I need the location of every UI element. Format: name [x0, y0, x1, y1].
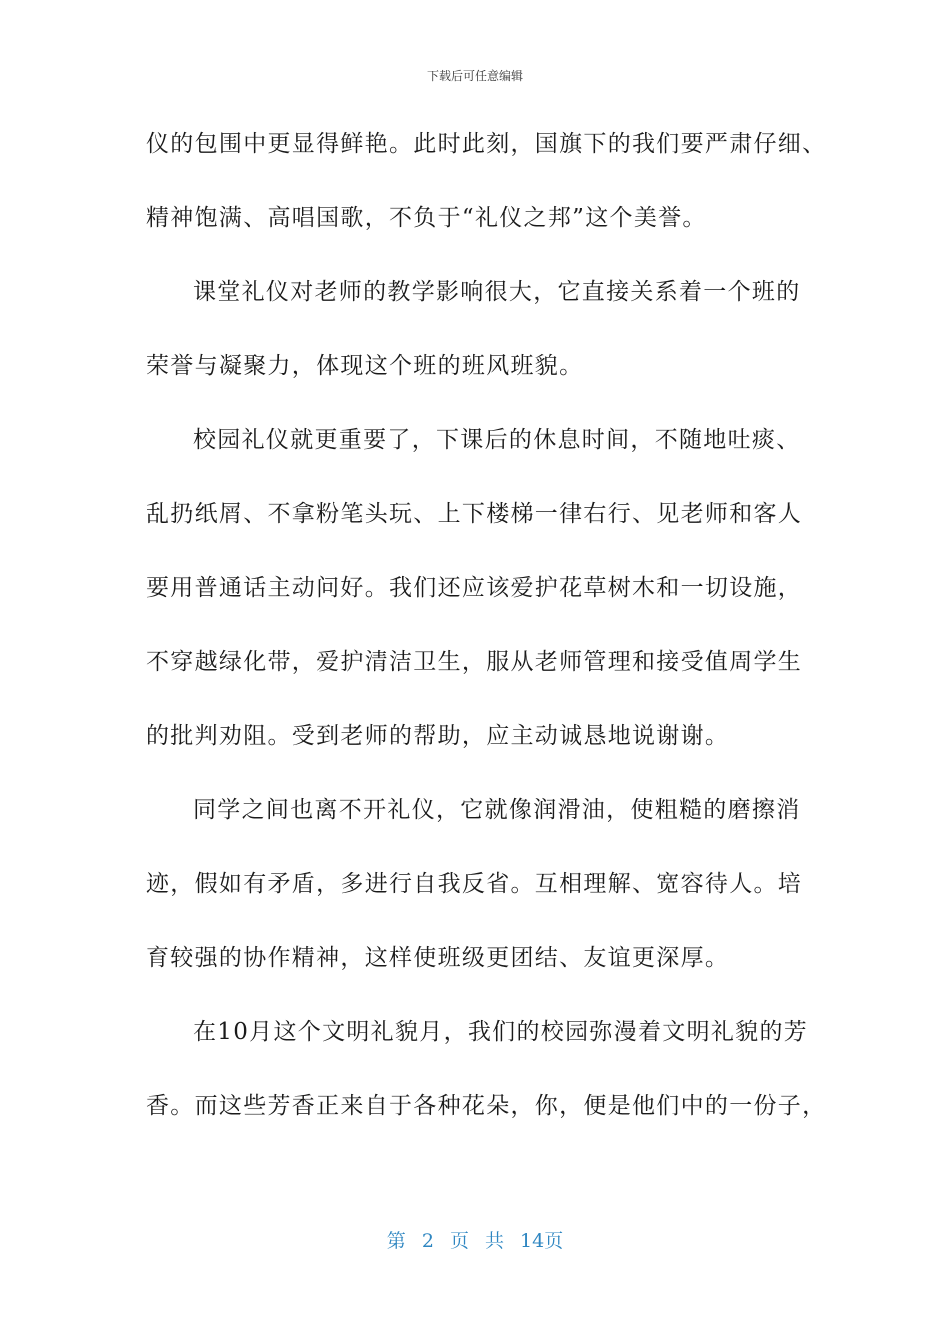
paragraph-first-line: 课堂礼仪对老师的教学影响很大，它直接关系着一个班的 [193, 279, 801, 305]
text-line: 荣誉与凝聚力，体现这个班的班风班貌。 [146, 353, 584, 379]
text-line: 仪的包围中更显得鲜艳。此时此刻，国旗下的我们要严肃仔细、 [146, 131, 827, 157]
text-line: 要用普通话主动问好。我们还应该爱护花草树木和一切设施， [146, 575, 803, 601]
paragraph-first-line: 同学之间也离不开礼仪，它就像润滑油，使粗糙的磨擦消 [193, 797, 801, 823]
text-line: 的批判劝阻。受到老师的帮助，应主动诚恳地说谢谢。 [146, 723, 730, 749]
text-line: 育较强的协作精神，这样使班级更团结、友谊更深厚。 [146, 945, 730, 971]
document-body [146, 118, 827, 1154]
paragraph-first-line: 校园礼仪就更重要了，下课后的休息时间，不随地吐痰、 [193, 427, 801, 453]
text-line: 迹，假如有矛盾，多进行自我反省。互相理解、宽容待人。培 [146, 871, 803, 897]
text-line: 乱扔纸屑、不拿粉笔头玩、上下楼梯一律右行、见老师和客人 [146, 501, 803, 527]
header-note: 下载后可任意编辑 [426, 69, 523, 83]
page-number: 第 2 页 共 14页 [386, 1230, 564, 1252]
text-line: 不穿越绿化带，爱护清洁卫生，服从老师管理和接受值周学生 [146, 649, 803, 675]
text-line: 精神饱满、高唱国歌，不负于“礼仪之邦”这个美誉。 [146, 205, 707, 231]
text-line: 香。而这些芳香正来自于各种花朵，你，便是他们中的一份子， [146, 1093, 827, 1119]
paragraph-first-line: 在10月这个文明礼貌月，我们的校园弥漫着文明礼貌的芳 [193, 1019, 809, 1045]
